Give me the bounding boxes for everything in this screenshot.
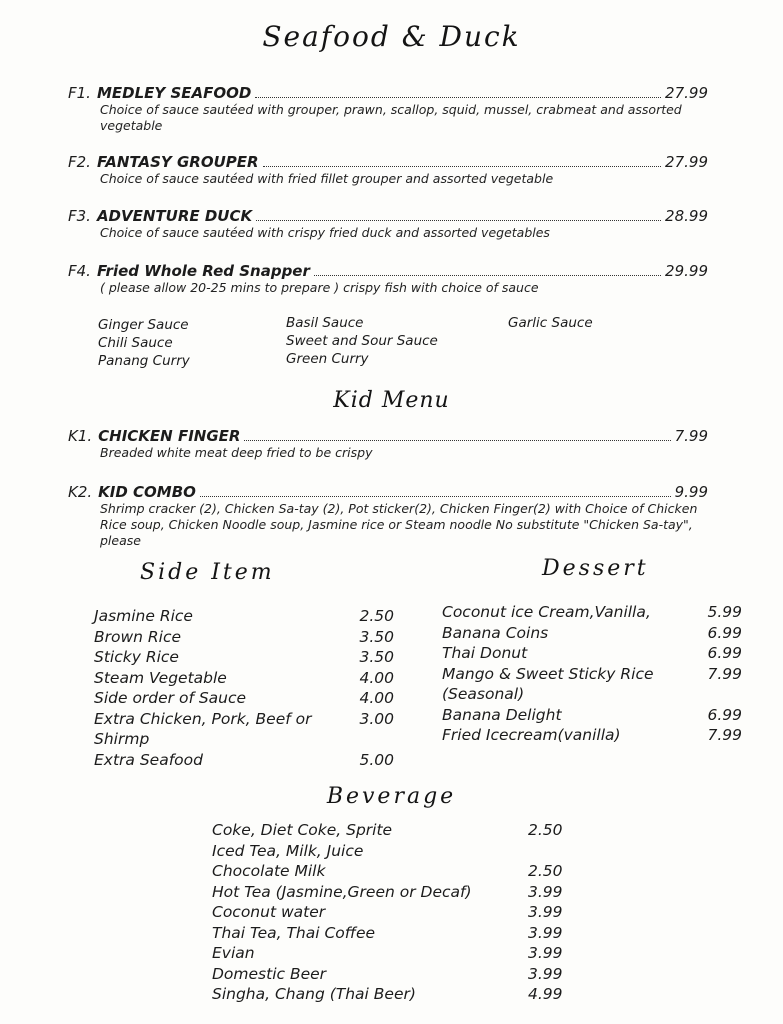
item-name: ADVENTURE DUCK xyxy=(96,207,253,225)
item-price: 2.50 xyxy=(528,821,563,839)
item-code: F2. xyxy=(68,153,91,171)
item-name: CHICKEN FINGER xyxy=(98,427,241,445)
item-price: 27.99 xyxy=(665,153,708,171)
item-price: 3.99 xyxy=(528,882,563,901)
item-price: 6.99 xyxy=(707,623,742,642)
item-price: 3.99 xyxy=(528,964,563,983)
item-name: Coconut ice Cream,Vanilla, xyxy=(442,603,651,621)
item-code: F3. xyxy=(68,207,91,225)
menu-item-f2 xyxy=(68,153,708,187)
list-item xyxy=(212,882,572,903)
item-price: 9.99 xyxy=(674,483,708,501)
item-price: 27.99 xyxy=(665,84,708,102)
item-name: Extra Seafood xyxy=(94,750,203,769)
item-price: 2.50 xyxy=(528,862,563,880)
sauce-column-1 xyxy=(98,316,190,370)
menu-item-k1 xyxy=(68,427,708,461)
item-price: 4.99 xyxy=(528,985,563,1003)
sauce-option: Ginger Sauce xyxy=(98,317,189,333)
list-item xyxy=(212,964,572,985)
list-item xyxy=(94,606,394,627)
item-name: Extra Chicken, Pork, Beef or Shirmp xyxy=(94,709,312,748)
item-price: 3.50 xyxy=(359,627,394,646)
item-price: 4.00 xyxy=(359,689,394,707)
item-name: Side order of Sauce xyxy=(94,689,247,707)
list-item xyxy=(442,643,742,664)
sauce-option: Sweet and Sour Sauce xyxy=(286,333,438,349)
item-name: Singha, Chang (Thai Beer) xyxy=(212,985,416,1003)
list-item xyxy=(442,623,742,644)
item-description: Shrimp cracker (2), Chicken Sa-tay (2), Pot sticker(2), Chicken Finger(2) with Choice of Chicken Rice soup, Chicken Noodle soup, Jasmine rice or Steam noodle No substitute "Chicken Sa-tay", please xyxy=(100,501,698,548)
item-code: K2. xyxy=(68,483,93,501)
item-name: Banana Coins xyxy=(442,623,549,642)
item-name: Coke, Diet Coke, Sprite xyxy=(212,821,393,839)
item-price: 5.99 xyxy=(707,603,742,621)
sauce-option: Green Curry xyxy=(286,351,369,367)
item-name: KID COMBO xyxy=(98,483,196,501)
beverage-heading: Beverage xyxy=(326,784,457,809)
sauce-option: Garlic Sauce xyxy=(508,315,593,331)
item-name: Evian xyxy=(212,944,255,962)
item-price: 7.99 xyxy=(674,427,708,445)
item-price: 7.99 xyxy=(707,664,742,683)
dot-leader xyxy=(244,440,670,441)
sauce-option: Chili Sauce xyxy=(98,335,173,351)
list-item xyxy=(442,725,742,746)
item-name: Domestic Beer xyxy=(212,964,327,983)
item-description: Breaded white meat deep fried to be crispy xyxy=(100,445,373,460)
item-name: Thai Tea, Thai Coffee xyxy=(212,923,376,942)
dot-leader xyxy=(263,166,661,167)
item-name: Jasmine Rice xyxy=(94,607,193,625)
item-code: F4. xyxy=(68,262,91,280)
list-item xyxy=(442,705,742,726)
seafood-duck-heading: Seafood & Duck xyxy=(262,20,521,53)
menu-item-f4 xyxy=(68,262,708,296)
beverage-list xyxy=(212,820,572,1005)
menu-item-f1 xyxy=(68,84,708,134)
list-item xyxy=(212,923,572,944)
sauce-column-3 xyxy=(508,314,593,332)
item-price: 2.50 xyxy=(359,607,394,625)
item-price: 3.50 xyxy=(359,648,394,666)
menu-item-f3 xyxy=(68,207,708,241)
item-name: Brown Rice xyxy=(94,627,182,646)
item-name: Banana Delight xyxy=(442,705,562,724)
list-item xyxy=(212,820,572,841)
item-description: Choice of sauce sautéed with fried fillet grouper and assorted vegetable xyxy=(100,171,554,186)
dessert-list xyxy=(442,602,742,746)
list-item xyxy=(212,902,572,923)
item-code: F1. xyxy=(68,84,91,102)
item-price: 7.99 xyxy=(707,726,742,744)
item-description: Choice of sauce sautéed with crispy fried duck and assorted vegetables xyxy=(100,225,550,240)
item-price: 29.99 xyxy=(665,262,708,280)
dot-leader xyxy=(314,275,661,276)
dot-leader xyxy=(255,97,661,98)
list-item xyxy=(212,984,572,1005)
item-name: Mango & Sweet Sticky Rice (Seasonal) xyxy=(442,664,654,703)
sauce-option: Basil Sauce xyxy=(286,315,364,331)
menu-item-k2 xyxy=(68,483,708,549)
item-name: Thai Donut xyxy=(442,644,528,662)
list-item xyxy=(212,861,572,882)
item-name: Coconut water xyxy=(212,903,326,921)
item-price: 3.99 xyxy=(528,944,563,962)
item-price: 4.00 xyxy=(359,668,394,687)
dot-leader xyxy=(200,496,671,497)
sauce-option: Panang Curry xyxy=(98,353,190,369)
dot-leader xyxy=(256,220,661,221)
item-price: 5.00 xyxy=(359,750,394,769)
list-item xyxy=(94,750,394,771)
item-price: 3.00 xyxy=(359,709,394,728)
dessert-heading: Dessert xyxy=(542,556,649,581)
kid-menu-heading: Kid Menu xyxy=(333,388,450,413)
side-item-list xyxy=(94,606,394,770)
list-item xyxy=(94,709,394,750)
item-price: 3.99 xyxy=(528,903,563,921)
list-item xyxy=(94,668,394,689)
item-description: Choice of sauce sautéed with grouper, prawn, scallop, squid, mussel, crabmeat and assorted vegetable xyxy=(100,102,682,133)
list-item xyxy=(212,841,572,862)
item-code: K1. xyxy=(68,427,93,445)
item-description: ( please allow 20-25 mins to prepare ) crispy fish with choice of sauce xyxy=(100,280,539,295)
list-item xyxy=(94,688,394,709)
item-price: 6.99 xyxy=(707,705,742,724)
item-name: Sticky Rice xyxy=(94,648,179,666)
list-item xyxy=(94,627,394,648)
item-name: Fried Whole Red Snapper xyxy=(96,262,310,280)
item-name: Hot Tea (Jasmine,Green or Decaf) xyxy=(212,882,472,901)
item-name: MEDLEY SEAFOOD xyxy=(96,84,252,102)
item-name: Iced Tea, Milk, Juice xyxy=(212,841,364,860)
item-name: Steam Vegetable xyxy=(94,668,227,687)
item-price: 28.99 xyxy=(665,207,708,225)
item-name: Fried Icecream(vanilla) xyxy=(442,726,621,744)
side-item-heading: Side Item xyxy=(140,560,275,585)
item-price xyxy=(528,841,572,862)
list-item xyxy=(94,647,394,668)
list-item xyxy=(442,664,742,705)
item-price: 6.99 xyxy=(707,644,742,662)
item-name: FANTASY GROUPER xyxy=(96,153,259,171)
item-price: 3.99 xyxy=(528,923,563,942)
item-name: Chocolate Milk xyxy=(212,862,326,880)
sauce-column-2 xyxy=(286,314,438,368)
list-item xyxy=(442,602,742,623)
list-item xyxy=(212,943,572,964)
